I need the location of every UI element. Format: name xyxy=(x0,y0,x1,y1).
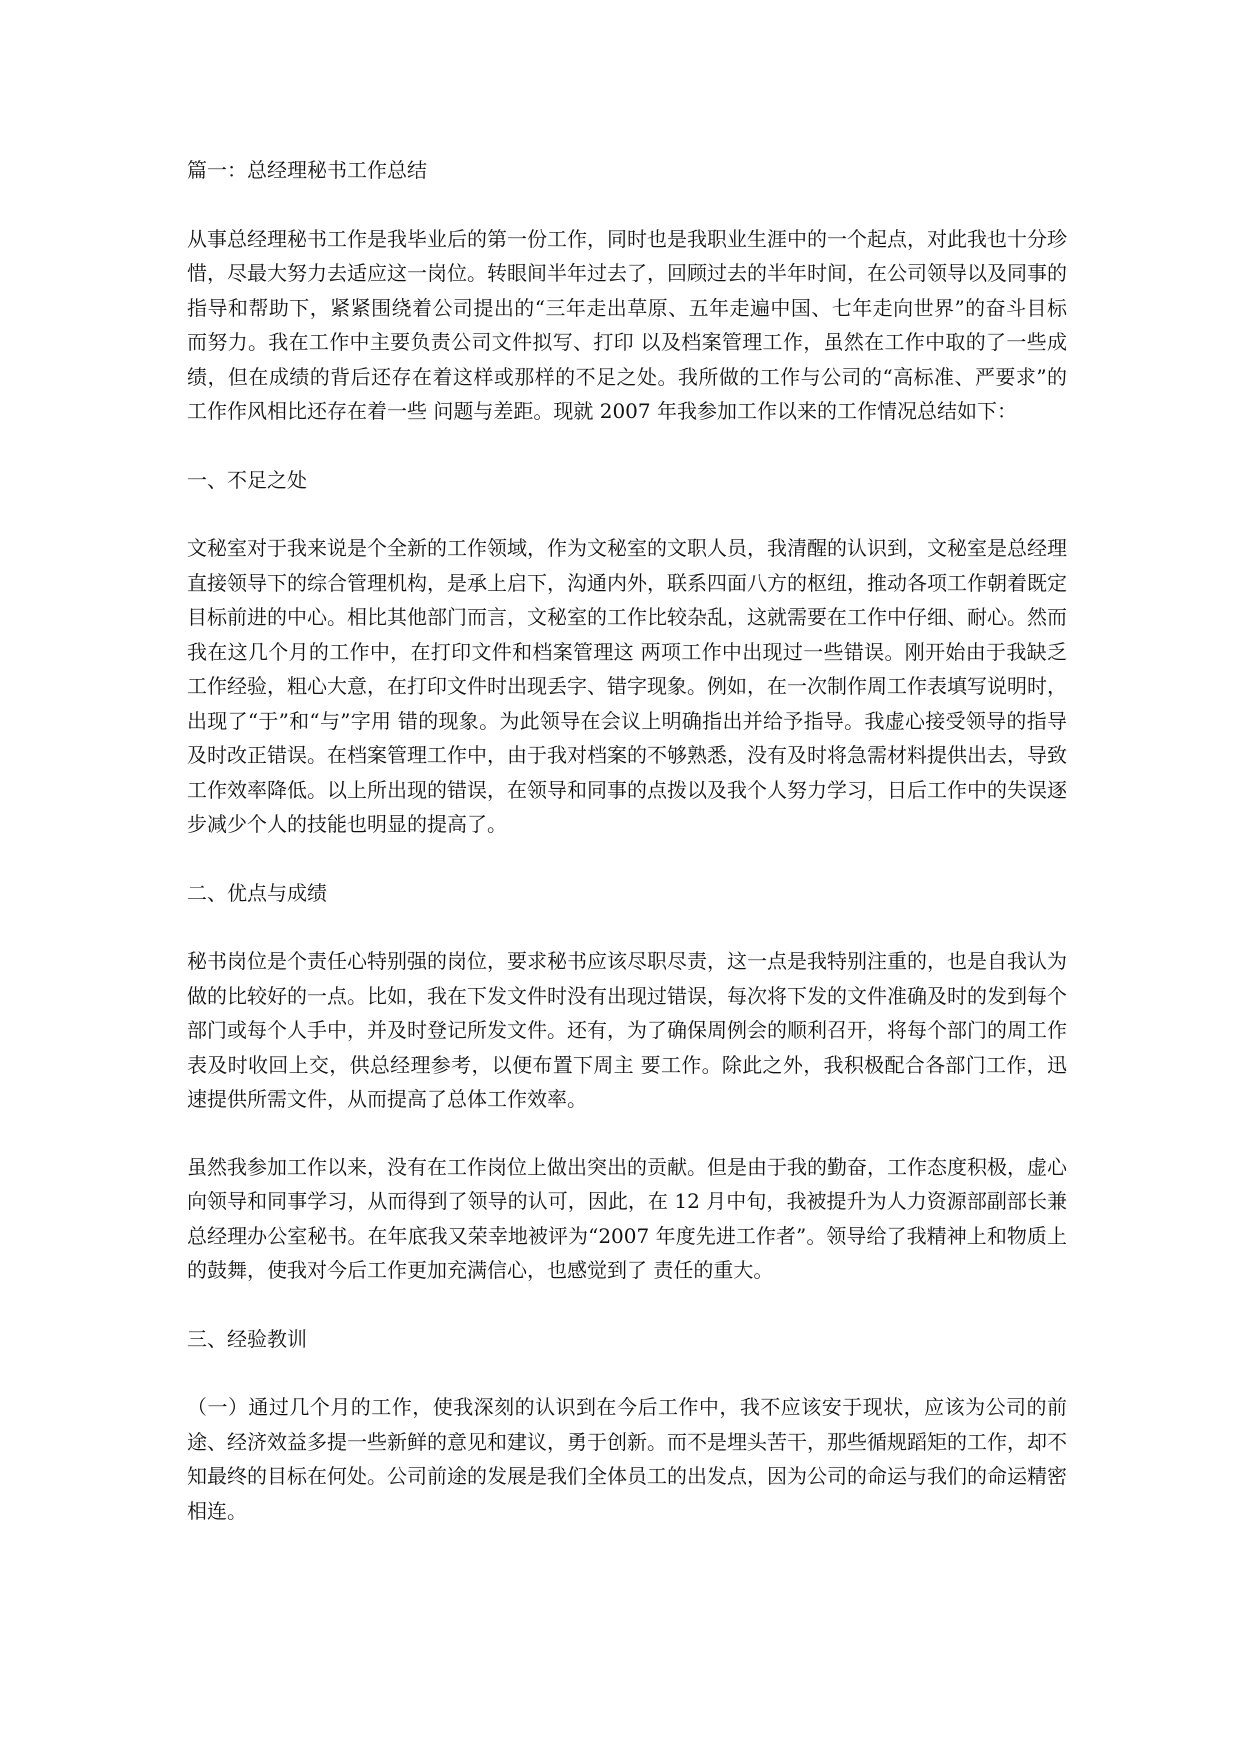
section-heading-lessons: 三、经验教训 xyxy=(187,1326,307,1351)
document-body xyxy=(187,153,1067,1528)
intro-paragraph: 从事总经理秘书工作是我毕业后的第一份工作，同时也是我职业生涯中的一个起点，对此我也十分珍惜，尽最大努力去适应这一岗位。转眼间半年过去了，回顾过去的半年时间，在公司领导以及同事的指导和帮助下，紧紧围绕着公司提出的“三年走出草原、五年走遍中国、七年走向世界”的奋斗目标而努力。我在工作中主要负责公司文件拟写、打印 以及档案管理工作，虽然在工作中取的了一些成绩，但在成绩的背后还存在着这样或那样的不足之处。我所做的工作与公司的“高标准、严要求”的工作作风相比还存在着一些 问题与差距。现就 2007 年我参加工作以来的工作情况总结如下： xyxy=(187,226,1067,423)
achievements-paragraph-2: 虽然我参加工作以来，没有在工作岗位上做出突出的贡献。但是由于我的勤奋，工作态度积极，虚心向领导和同事学习，从而得到了领导的认可，因此，在 12 月中旬，我被提升为人力资源部副部长兼总经理办公室秘书。在年底我又荣幸地被评为“2007 年度先进工作者”。领导给了我精神上和物质上的鼓舞，使我对今后工作更加充满信心，也感觉到了 责任的重大。 xyxy=(187,1154,1067,1282)
section-heading-achievements: 二、优点与成绩 xyxy=(187,880,327,905)
lessons-paragraph: （一）通过几个月的工作，使我深刻的认识到在今后工作中，我不应该安于现状，应该为公司的前途、经济效益多提一些新鲜的意见和建议，勇于创新。而不是埋头苦干，那些循规蹈矩的工作，却不知最终的目标在何处。公司前途的发展是我们全体员工的出发点，因为公司的命运与我们的命运精密相连。 xyxy=(187,1395,1067,1523)
achievements-paragraph-1: 秘书岗位是个责任心特别强的岗位，要求秘书应该尽职尽责，这一点是我特别注重的，也是自我认为做的比较好的一点。比如，我在下发文件时没有出现过错误，每次将下发的文件准确及时的发到每个部门或每个人手中，并及时登记所发文件。还有，为了确保周例会的顺利召开，将每个部门的周工作表及时收回上交，供总经理参考，以便布置下周主 要工作。除此之外，我积极配合各部门工作，迅速提供所需文件，从而提高了总体工作效率。 xyxy=(187,949,1067,1111)
shortcomings-paragraph: 文秘室对于我来说是个全新的工作领域，作为文秘室的文职人员，我清醒的认识到，文秘室是总经理直接领导下的综合管理机构，是承上启下，沟通内外，联系四面八方的枢纽，推动各项工作朝着既定目标前进的中心。相比其他部门而言，文秘室的工作比较杂乱，这就需要在工作中仔细、耐心。然而我在这几个月的工作中，在打印文件和档案管理这 两项工作中出现过一些错误。刚开始由于我缺乏工作经验，粗心大意，在打印文件时出现丢字、错字现象。例如，在一次制作周工作表填写说明时，出现了“于”和“与”字用 错的现象。为此领导在会议上明确指出并给予指导。我虚心接受领导的指导及时改正错误。在档案管理工作中，由于我对档案的不够熟悉，没有及时将急需材料提供出去，导致 工作效率降低。以上所出现的错误，在领导和同事的点拨以及我个人努力学习，日后工作中的失误逐步减少个人的技能也明显的提高了。 xyxy=(187,536,1067,836)
section-heading-shortcomings: 一、不足之处 xyxy=(187,467,307,492)
document-title: 篇一：总经理秘书工作总结 xyxy=(187,158,427,182)
